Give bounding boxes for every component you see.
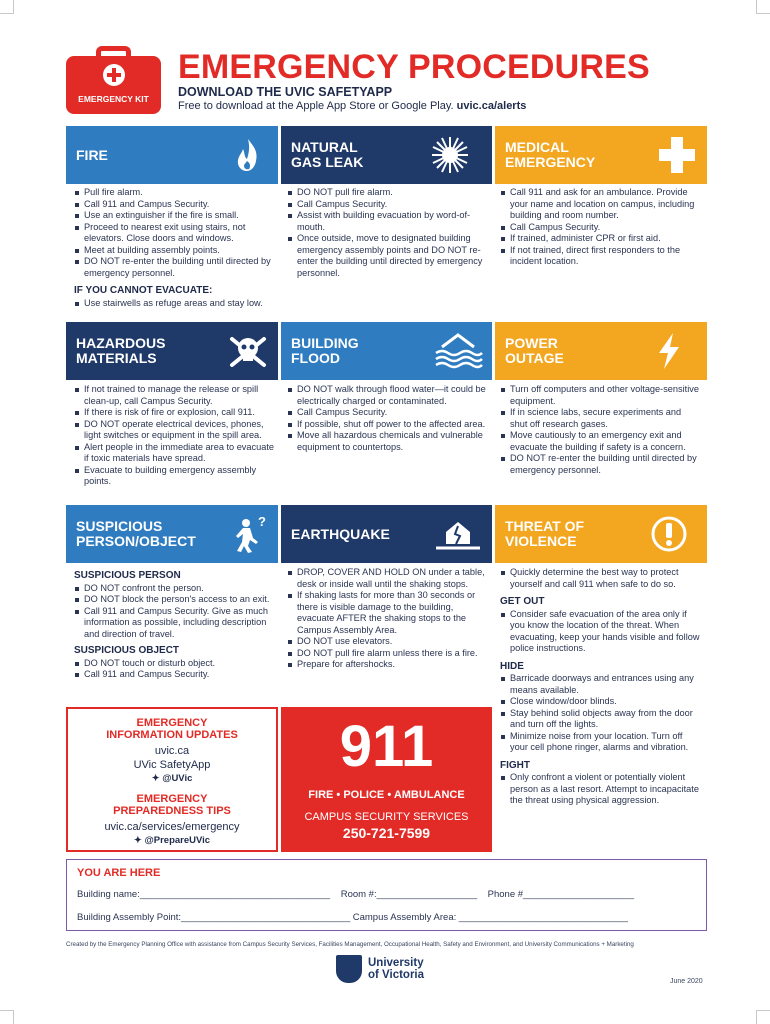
hazmat-instructions bbox=[74, 384, 274, 488]
list-item: DO NOT confront the person. bbox=[74, 583, 274, 595]
crop-mark bbox=[756, 0, 770, 14]
list-item: If there is risk of fire or explosion, call 911. bbox=[74, 407, 274, 419]
info-box bbox=[66, 707, 278, 852]
earthquake-icon bbox=[432, 514, 484, 554]
section-title: FIRE bbox=[76, 146, 108, 163]
emergency-number: 911 bbox=[339, 714, 434, 779]
lightning-icon bbox=[649, 331, 689, 371]
campus-assembly-field[interactable]: Campus Assembly Area: ________________________________ bbox=[352, 912, 628, 923]
assembly-row bbox=[77, 912, 628, 923]
list-item: DO NOT walk through flood water—it could be electrically charged or contaminated. bbox=[287, 384, 487, 407]
safetyapp-label: UVic SafetyApp bbox=[133, 759, 211, 771]
violence-instructions bbox=[500, 567, 700, 807]
suspicious-person-icon bbox=[228, 514, 268, 554]
list-item: DO NOT operate electrical devices, phones, light switches or equipment in the spill area. bbox=[74, 419, 274, 442]
flood-instructions bbox=[287, 384, 487, 453]
gas-instructions bbox=[287, 187, 487, 279]
list-item: DO NOT pull fire alarm. bbox=[287, 187, 487, 199]
section-header-gas-leak bbox=[281, 126, 492, 184]
twitter-icon: ✦ bbox=[133, 835, 145, 846]
skull-crossbones-icon bbox=[224, 331, 272, 371]
get-out-heading: GET OUT bbox=[500, 596, 545, 607]
fire-icon bbox=[228, 135, 268, 175]
download-info bbox=[178, 100, 526, 112]
section-title: EARTHQUAKE bbox=[291, 525, 390, 542]
list-item: Call Campus Security. bbox=[287, 199, 487, 211]
list-item: If in science labs, secure experiments and shut off research gases. bbox=[500, 407, 700, 430]
fight-heading: FIGHT bbox=[500, 759, 530, 771]
twitter-icon: ✦ bbox=[151, 773, 163, 784]
section-title: NATURAL GAS LEAK bbox=[291, 139, 364, 170]
suspicious-person-heading: SUSPICIOUS PERSON bbox=[74, 570, 181, 581]
suspicious-instructions bbox=[74, 567, 274, 681]
list-item: If trained, administer CPR or first aid. bbox=[500, 233, 700, 245]
list-item: Meet at building assembly points. bbox=[74, 245, 274, 257]
crop-mark bbox=[0, 1010, 14, 1024]
uvic-logo bbox=[336, 955, 446, 985]
kit-label: EMERGENCY KIT bbox=[78, 94, 149, 104]
list-item: Turn off computers and other voltage-sensitive equipment. bbox=[500, 384, 700, 407]
list-item: DO NOT pull fire alarm unless there is a fire. bbox=[287, 648, 487, 660]
section-title: THREAT OF VIOLENCE bbox=[505, 518, 585, 549]
list-item: Barricade doorways and entrances using any means available. bbox=[500, 673, 700, 696]
twitter-handle-text: @UVic bbox=[162, 773, 193, 784]
cannot-evacuate-heading: IF YOU CANNOT EVACUATE: bbox=[74, 285, 213, 296]
section-header-hazmat bbox=[66, 322, 278, 380]
list-item: If not trained to manage the release or spill clean-up, call Campus Security. bbox=[74, 384, 274, 407]
uvic-wordmark: University of Victoria bbox=[368, 957, 425, 981]
section-header-fire bbox=[66, 126, 278, 184]
list-item: Call 911 and Campus Security. Give as much information as possible, including description and direction of travel. bbox=[74, 606, 274, 641]
medical-instructions bbox=[500, 187, 700, 268]
medical-cross-icon bbox=[657, 135, 697, 175]
list-item: If possible, shut off power to the affected area. bbox=[287, 419, 487, 431]
section-header-flood bbox=[281, 322, 492, 380]
list-item: Once outside, move to designated building emergency assembly points and DO NOT re-enter the building until directed by emergency personnel. bbox=[287, 233, 487, 279]
list-item: DROP, COVER AND HOLD ON under a table, desk or inside wall until the shaking stops. bbox=[287, 567, 487, 590]
twitter-handle[interactable] bbox=[68, 834, 276, 847]
list-item: Call 911 and Campus Security. bbox=[74, 669, 274, 681]
section-header-medical bbox=[495, 126, 707, 184]
building-name-field[interactable]: Building name:____________________________________ bbox=[77, 889, 331, 900]
list-item: Evacuate to building emergency assembly points. bbox=[74, 465, 274, 488]
section-title: MEDICAL EMERGENCY bbox=[505, 139, 596, 170]
list-item: Move cautiously to an emergency exit and evacuate the building if safety is a concern. bbox=[500, 430, 700, 453]
section-header-power bbox=[495, 322, 707, 380]
list-item: DO NOT re-enter the building until directed by emergency personnel. bbox=[500, 453, 700, 476]
credit-line: Created by the Emergency Planning Office with assistance from Campus Security Services, Facilities Management, Occupational Health, Safety and Environment, and University Communications + Marketing bbox=[66, 941, 634, 948]
list-item: Consider safe evacuation of the area only if you know the location of the threat. When evacuating, keep your hands visible and follow police instructions. bbox=[500, 609, 700, 655]
list-item: Move all hazardous chemicals and vulnerable equipment to countertops. bbox=[287, 430, 487, 453]
section-header-earthquake bbox=[281, 505, 492, 563]
section-title: POWER OUTAGE bbox=[505, 335, 564, 366]
emergency-services: FIRE • POLICE • AMBULANCE bbox=[308, 789, 465, 801]
list-item: Minimize noise from your location. Turn off your cell phone ringer, alarms and vibration. bbox=[500, 731, 700, 754]
section-title: HAZARDOUS MATERIALS bbox=[76, 335, 166, 366]
list-item: DO NOT block the person's access to an exit. bbox=[74, 594, 274, 606]
exclamation-icon bbox=[649, 514, 689, 554]
section-title: SUSPICIOUS PERSON/OBJECT bbox=[76, 518, 196, 549]
emergency-number-box bbox=[281, 707, 492, 852]
list-item: Pull fire alarm. bbox=[74, 187, 274, 199]
section-header-suspicious bbox=[66, 505, 278, 563]
list-item: Call Campus Security. bbox=[500, 222, 700, 234]
list-item: DO NOT use elevators. bbox=[287, 636, 487, 648]
twitter-handle-text: @PrepareUVic bbox=[144, 835, 211, 846]
list-item: Use an extinguisher if the fire is small. bbox=[74, 210, 274, 222]
list-item: Use stairwells as refuge areas and stay low. bbox=[74, 298, 294, 310]
section-title: BUILDING FLOOD bbox=[291, 335, 359, 366]
section-header-violence bbox=[495, 505, 707, 563]
list-item: DO NOT touch or disturb object. bbox=[74, 658, 274, 670]
burst-icon bbox=[430, 135, 470, 175]
hide-heading: HIDE bbox=[500, 660, 524, 672]
you-are-here-title: YOU ARE HERE bbox=[77, 867, 161, 879]
updates-heading: EMERGENCY INFORMATION UPDATES bbox=[106, 717, 238, 741]
prep-link[interactable]: uvic.ca/services/emergency bbox=[104, 821, 240, 833]
list-item: Prepare for aftershocks. bbox=[287, 659, 487, 671]
twitter-handle[interactable] bbox=[68, 772, 276, 785]
crop-mark bbox=[756, 1010, 770, 1024]
list-item: If not trained, direct first responders to the incident location. bbox=[500, 245, 700, 268]
alerts-link[interactable]: uvic.ca/alerts bbox=[456, 100, 527, 112]
flood-icon bbox=[432, 331, 484, 371]
list-item: DO NOT re-enter the building until directed by emergency personnel. bbox=[74, 256, 274, 279]
list-item: Quickly determine the best way to protect yourself and call 911 when safe to do so. bbox=[500, 567, 700, 590]
security-phone: 250-721-7599 bbox=[342, 825, 431, 841]
download-text: Free to download at the Apple App Store or Google Play. bbox=[178, 100, 454, 112]
list-item: Stay behind solid objects away from the door and turn off the lights. bbox=[500, 708, 700, 731]
list-item: Call 911 and ask for an ambulance. Provide your name and location on campus, including building and room number. bbox=[500, 187, 700, 222]
phone-field[interactable]: Phone #_____________________ bbox=[487, 889, 634, 900]
location-row bbox=[77, 889, 634, 900]
assembly-point-field[interactable]: Building Assembly Point:________________________________ bbox=[77, 912, 351, 923]
list-item: Close window/door blinds. bbox=[500, 696, 700, 708]
room-field[interactable]: Room #:___________________ bbox=[340, 889, 477, 900]
power-instructions bbox=[500, 384, 700, 476]
list-item: Alert people in the immediate area to evacuate if toxic materials have spread. bbox=[74, 442, 274, 465]
date-label: June 2020 bbox=[670, 978, 703, 985]
list-item: Only confront a violent or potentially violent person as a last resort. Attempt to incapacitate the threat using physical aggression. bbox=[500, 772, 700, 807]
suspicious-object-heading: SUSPICIOUS OBJECT bbox=[74, 645, 180, 656]
list-item: Call 911 and Campus Security. bbox=[74, 199, 274, 211]
updates-link[interactable]: uvic.ca bbox=[154, 745, 190, 757]
emergency-kit-icon bbox=[66, 46, 161, 114]
list-item: Assist with building evacuation by word-of-mouth. bbox=[287, 210, 487, 233]
prep-heading: EMERGENCY PREPAREDNESS TIPS bbox=[113, 793, 231, 817]
earthquake-instructions bbox=[287, 567, 487, 671]
you-are-here-box bbox=[66, 859, 707, 931]
uvic-crest-icon bbox=[336, 955, 362, 983]
security-label: CAMPUS SECURITY SERVICES bbox=[304, 811, 469, 823]
fire-instructions bbox=[74, 187, 274, 309]
list-item: Proceed to nearest exit using stairs, not elevators. Close doors and windows. bbox=[74, 222, 274, 245]
list-item: Call Campus Security. bbox=[287, 407, 487, 419]
svg-text:?: ? bbox=[258, 514, 266, 529]
page-subtitle: DOWNLOAD THE UVIC SAFETYAPP bbox=[178, 85, 393, 99]
page-title: EMERGENCY PROCEDURES bbox=[178, 48, 650, 86]
list-item: If shaking lasts for more than 30 seconds or there is visible damage to the building, evacuate AFTER the shaking stops to the Campus Assembly Area. bbox=[287, 590, 487, 636]
crop-mark bbox=[0, 0, 14, 14]
